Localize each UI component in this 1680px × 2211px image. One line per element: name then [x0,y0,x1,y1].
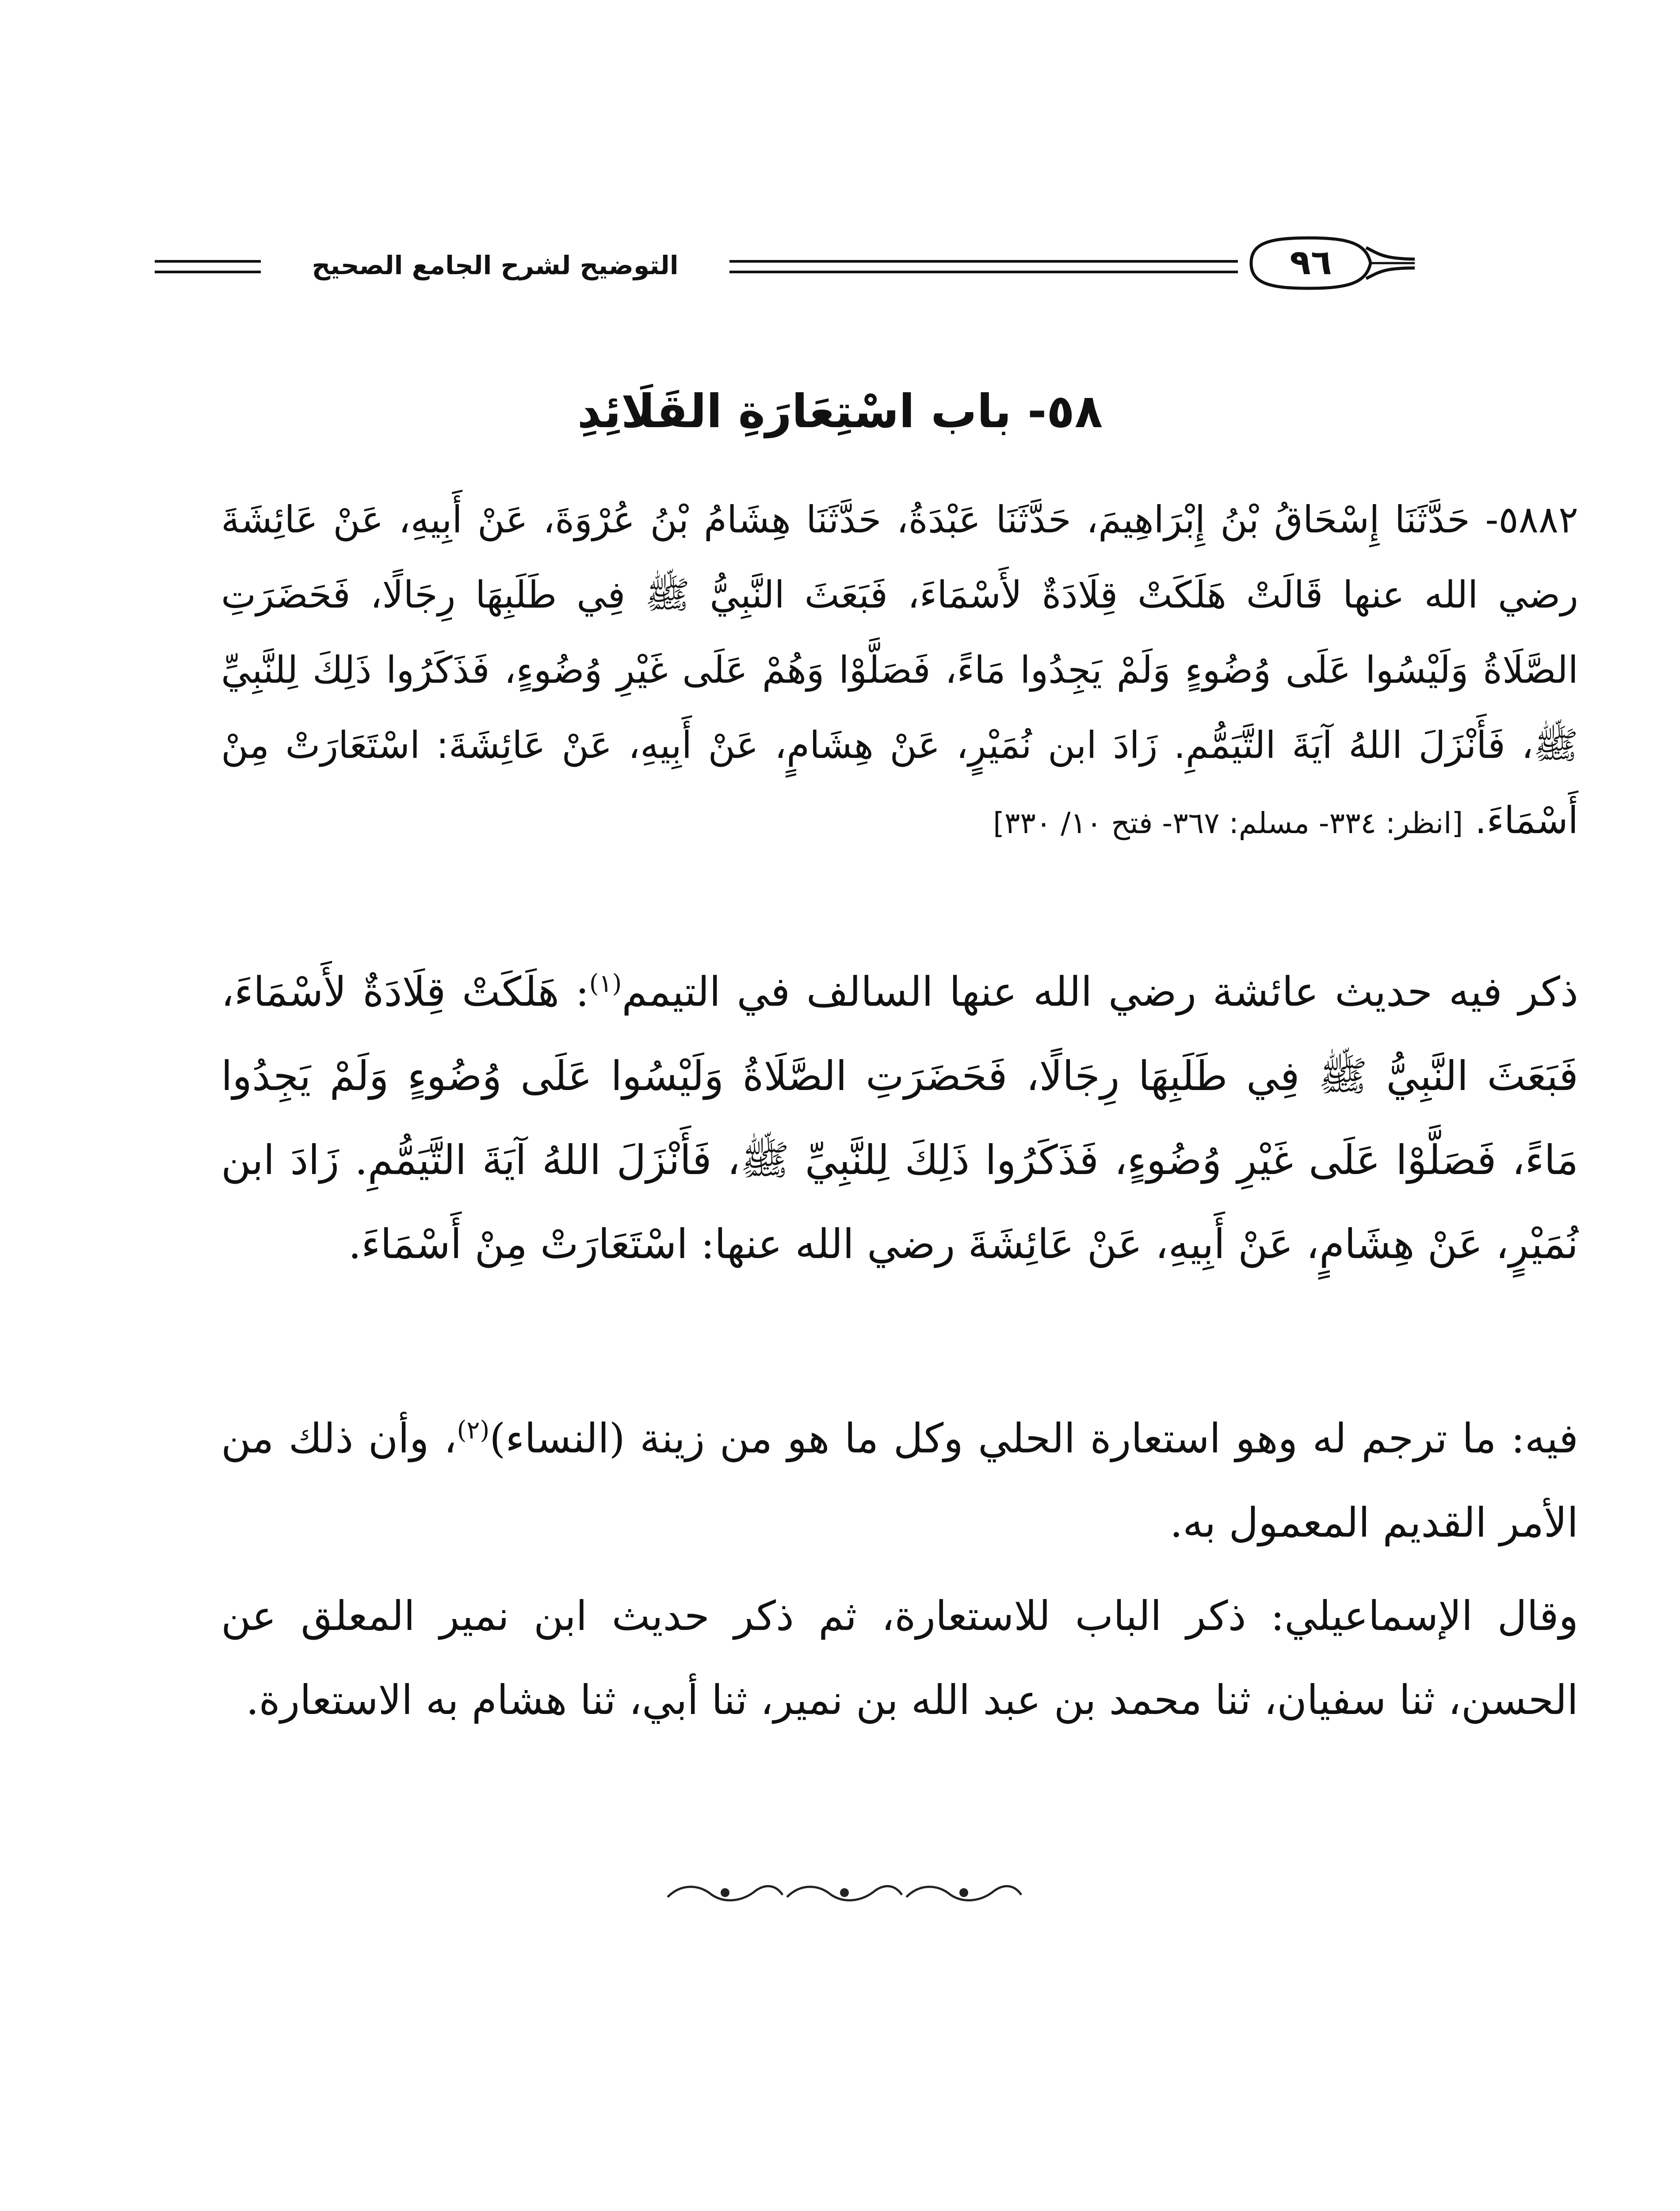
header-rule-left [155,260,261,263]
hadith-text-block [221,482,1578,861]
commentary-1-text-b: : هَلَكَتْ قِلَادَةٌ لأَسْمَاءَ، فَبَعَثَ النَّبِيُّ ﷺ فِي طَلَبِهَا رِجَالًا، فَحَضَرَتِ الصَّلَاةُ وَلَيْسُوا عَلَى وُضُوءٍ وَلَمْ يَجِدُوا مَاءً، فَصَلَّوْا عَلَى غَيْرِ وُضُوءٍ، فَذَكَرُوا ذَلِكَ لِلنَّبِيِّ ﷺ، فَأَنْزَلَ اللهُ آيَةَ التَّيَمُّمِ. زَادَ ابن نُمَيْرٍ، عَنْ هِشَامٍ، عَنْ أَبِيهِ، عَنْ عَائِشَةَ رضي الله عنها: اسْتَعَارَتْ مِنْ أَسْمَاءَ. [221,968,1578,1268]
commentary-paragraph-2 [221,1389,1578,1565]
hadith-text: ٥٨٨٢- حَدَّثَنَا إِسْحَاقُ بْنُ إِبْرَاهِيمَ، حَدَّثَنَا عَبْدَةُ، حَدَّثَنَا هِشَامُ بْنُ عُرْوَةَ، عَنْ أَبِيهِ، عَنْ عَائِشَةَ رضي الله عنها قَالَتْ هَلَكَتْ قِلَادَةٌ لأَسْمَاءَ، فَبَعَثَ النَّبِيُّ ﷺ فِي طَلَبِهَا رِجَالًا، فَحَضَرَتِ الصَّلَاةُ وَلَيْسُوا عَلَى وُضُوءٍ وَلَمْ يَجِدُوا مَاءً، فَصَلَّوْا وَهُمْ عَلَى غَيْرِ وُضُوءٍ، فَذَكَرُوا ذَلِكَ لِلنَّبِيِّ ﷺ، فَأَنْزَلَ اللهُ آيَةَ التَّيَمُّمِ. زَادَ ابن نُمَيْرٍ، عَنْ هِشَامٍ، عَنْ أَبِيهِ، عَنْ عَائِشَةَ: اسْتَعَارَتْ مِنْ أَسْمَاءَ. [221,498,1578,842]
section-ornament-icon [663,1875,1026,1910]
header-rule-middle [729,260,1238,263]
footnote-ref-2[interactable]: (٢) [457,1416,490,1445]
commentary-paragraph-3: وقال الإسماعيلي: ذكر الباب للاستعارة، ثم ذكر حديث ابن نمير المعلق عن الحسن، ثنا سفيان، ثنا محمد بن عبد الله بن نمير، ثنا أبي، ثنا هشام به الاستعارة. [221,1592,1578,1724]
header-rule-middle-2 [729,271,1238,273]
page-number: ٩٦ [1290,243,1332,283]
commentary-2-text-b: ، وأن ذلك من الأمر القديم المعمول به. [221,1415,1578,1546]
chapter-title: ٥٨- باب اسْتِعَارَةِ القَلَائِدِ [577,384,1103,438]
hadith-reference: [انظر: ٣٣٤- مسلم: ٣٦٧- فتح ١٠/ ٣٣٠] [993,806,1463,840]
header-rule-left-2 [155,271,261,273]
commentary-2-text-a: فيه: ما ترجم له وهو استعارة الحلي وكل ما هو من زينة (النساء) [489,1415,1578,1462]
commentary-1-text-a: ذكر فيه حديث عائشة رضي الله عنها السالف في التيمم [622,968,1578,1016]
page-number-badge [1233,230,1415,296]
commentary-paragraph-1 [221,942,1578,1286]
running-header-title: التوضيح لشرح الجامع الصحيح [312,250,679,280]
footnote-ref-1[interactable]: (١) [589,969,622,998]
